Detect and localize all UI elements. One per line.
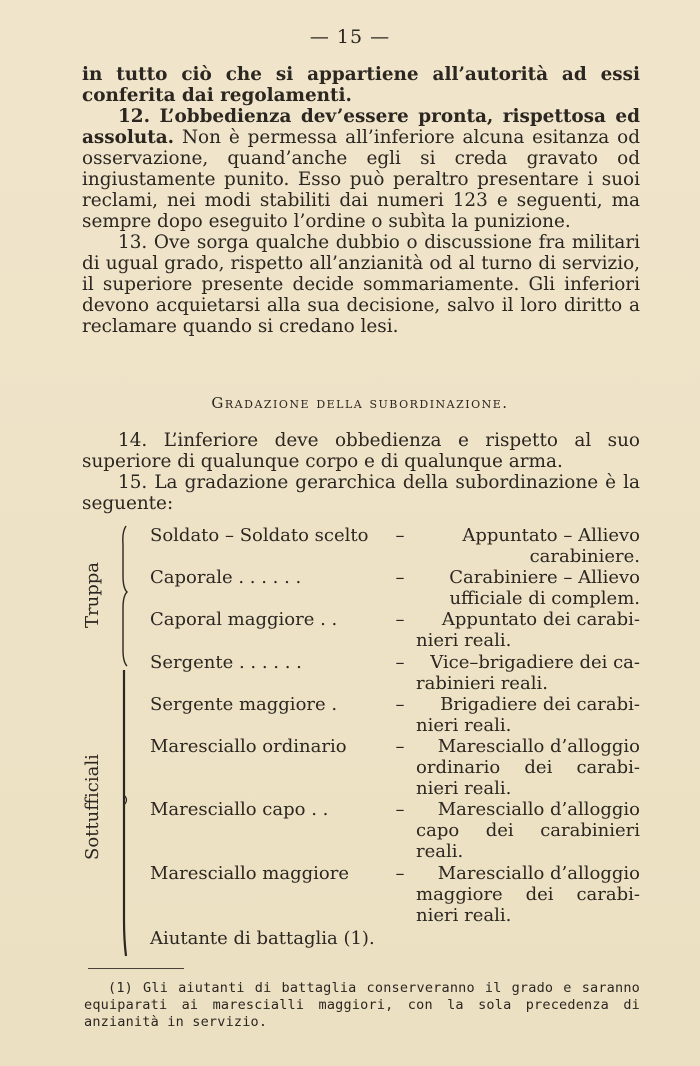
dash: –	[395, 799, 405, 820]
grade-left-maresciallo-maggiore: Maresciallo maggiore	[150, 863, 349, 884]
grade-right-caporal-maggiore	[392, 609, 640, 651]
grade-right-line: Carabiniere – Allievo	[449, 567, 640, 588]
group-label-sottufficiali: Sottufficiali	[82, 754, 103, 860]
grade-right-soldato	[392, 525, 640, 567]
dash: –	[395, 694, 405, 715]
grade-brace	[120, 520, 130, 960]
grade-left-caporal-maggiore: Caporal maggiore . .	[150, 609, 338, 630]
grade-left-soldato: Soldato – Soldato scelto	[150, 525, 369, 546]
text-block-middle	[82, 430, 640, 514]
dash: –	[395, 736, 405, 757]
grade-right-line: Appuntato dei carabi-	[441, 609, 640, 630]
dash: –	[395, 567, 405, 588]
grade-right-line: Maresciallo d’alloggio	[437, 799, 640, 820]
grade-right-line: carabiniere.	[529, 546, 640, 567]
grade-left-caporale: Caporale . . . . . .	[150, 567, 302, 588]
grade-right-line: Brigadiere dei carabi-	[440, 694, 640, 715]
grade-left-sergente-maggiore: Sergente maggiore .	[150, 694, 338, 715]
grade-right-line: ordinario dei carabi-	[416, 757, 640, 778]
paragraph-12-body: Non è permessa all’inferiore alcuna esitanza od osservazione, quand’anche egli si creda gravato od ingiustamente punito. Esso può peraltro presentare i suoi reclami, nei modi stabiliti dai numeri 123 e seguenti, ma sempre dopo eseguito l’ordine o subìta la punizione.	[82, 127, 640, 232]
dash: –	[395, 609, 405, 630]
dash: –	[395, 525, 405, 546]
grade-right-line: nieri reali.	[416, 905, 512, 926]
paragraph-12-lead: 12. L’obbedienza dev’essere pronta, rispettosa ed assoluta.	[82, 106, 640, 148]
grade-right-line: nieri reali.	[416, 630, 512, 651]
grade-right-line: nieri reali.	[416, 778, 512, 799]
grade-right-line: Vice–brigadiere dei ca-	[430, 652, 640, 673]
footnote-text: (1) Gli aiutanti di battaglia conserveranno il grado e saranno equiparati ai marescialli maggiori, con la sola precedenza di anzianità in servizio.	[84, 980, 640, 1030]
grade-right-line: maggiore dei carabi-	[416, 884, 640, 905]
grade-right-line: Maresciallo d’alloggio	[437, 863, 640, 884]
paragraph-15: 15. La gradazione gerarchica della subordinazione è la seguente:	[82, 472, 640, 514]
paragraph-12	[82, 106, 640, 232]
grade-left-sergente: Sergente . . . . . .	[150, 652, 302, 673]
grade-left-maresciallo-ordinario: Maresciallo ordinario	[150, 736, 347, 757]
grade-right-maresciallo-ordinario	[392, 736, 640, 799]
grade-left-maresciallo-capo: Maresciallo capo . .	[150, 799, 329, 820]
grade-right-line: Appuntato – Allievo	[462, 525, 640, 546]
grade-right-sergente	[392, 652, 640, 694]
grade-right-line: ufficiale di complem.	[449, 588, 640, 609]
grade-right-caporale	[392, 567, 640, 609]
grade-right-maresciallo-maggiore	[392, 863, 640, 926]
dash: –	[395, 863, 405, 884]
grade-right-line: Maresciallo d’alloggio	[437, 736, 640, 757]
paragraph-13: 13. Ove sorga qualche dubbio o discussione fra militari di ugual grado, rispetto all’anzianità od al turno di servizio, il superiore presente decide sommariamente. Gli inferiori devono acquietarsi alla sua decisione, salvo il loro diritto a reclamare quando si credano lesi.	[82, 232, 640, 337]
text-block-top	[82, 64, 640, 337]
grade-right-maresciallo-capo	[392, 799, 640, 862]
grade-right-line: nieri reali.	[416, 715, 512, 736]
group-label-truppa: Truppa	[82, 562, 103, 628]
grade-right-line: reali.	[416, 841, 464, 862]
footnote	[84, 980, 640, 1031]
page-number: — 15 —	[309, 26, 391, 48]
footnote-rule	[88, 968, 184, 969]
grade-right-line: rabinieri reali.	[416, 673, 548, 694]
dash: –	[395, 652, 405, 673]
paragraph-continuation: in tutto ciò che si appartiene all’autorità ad essi conferita dai regolamenti.	[82, 64, 640, 106]
paragraph-14: 14. L’inferiore deve obbedienza e rispetto al suo superiore di qualunque corpo e di qualunque arma.	[82, 430, 640, 472]
grade-left-aiutante-di-battaglia: Aiutante di battaglia (1).	[150, 928, 375, 949]
section-title: Gradazione della subordinazione.	[211, 394, 509, 412]
grade-right-line: capo dei carabinieri	[416, 820, 640, 841]
grade-right-sergente-maggiore	[392, 694, 640, 736]
